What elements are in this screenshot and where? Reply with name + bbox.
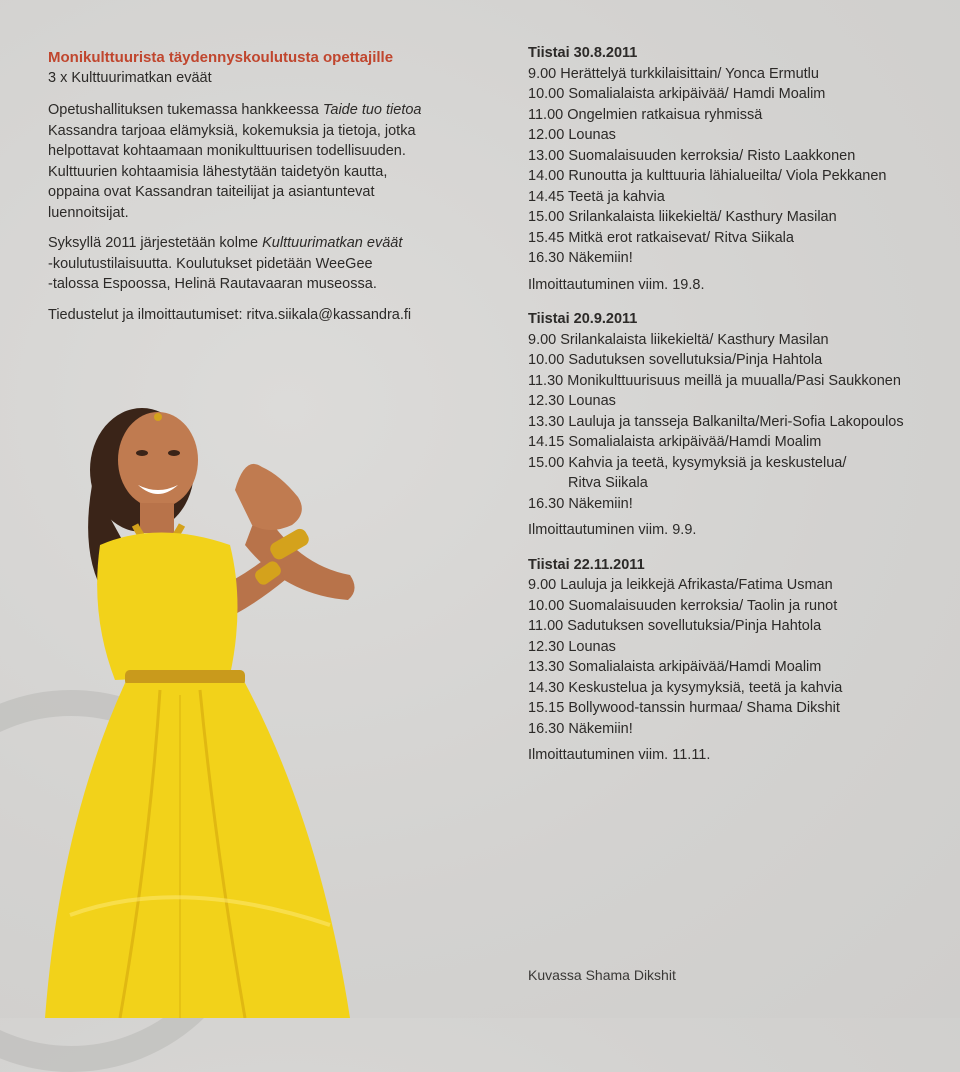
intro-line-5: oppaina ovat Kassandran taiteilijat ja asiantuntevat (48, 184, 375, 200)
day-block-3 (528, 555, 948, 766)
schedule-item: 10.00 Sadutuksen sovellutuksia/Pinja Hahtola (528, 352, 823, 368)
schedule-item: 14.00 Runoutta ja kulttuuria lähialueilta/ Viola Pekkanen (528, 168, 887, 184)
schedule-item: 10.00 Somalialaista arkipäivää/ Hamdi Moalim (528, 86, 826, 102)
schedule-item: 9.00 Lauluja ja leikkejä Afrikasta/Fatima Usman (528, 577, 833, 593)
schedule-item: 11.00 Sadutuksen sovellutuksia/Pinja Hahtola (528, 618, 822, 634)
contact-line: Tiedustelut ja ilmoittautumiset: ritva.siikala@kassandra.fi (48, 306, 412, 323)
dancer-photo (30, 395, 370, 1018)
intro-paragraph (48, 100, 458, 223)
schedule-item: 15.00 Kahvia ja teetä, kysymyksiä ja keskustelua/ (528, 454, 847, 471)
intro-line-1: Opetushallituksen tukemassa hankkeessa Taide tuo tietoa (48, 102, 422, 118)
intro-line-4: Kulttuurien kohtaamisia lähestytään taidetyön kautta, (48, 163, 388, 180)
schedule-item: 15.15 Bollywood-tanssin hurmaa/ Shama Dikshit (528, 700, 840, 716)
schedule-item: 12.00 Lounas (528, 127, 616, 143)
day-title: Tiistai 20.9.2011 (528, 311, 638, 327)
schedule-item: 9.00 Srilankalaista liikekieltä/ Kasthury Masilan (528, 331, 829, 348)
schedule-item: 12.30 Lounas (528, 638, 616, 655)
schedule-item: 13.30 Somalialaista arkipäivää/Hamdi Moalim (528, 659, 822, 675)
intro-column (48, 48, 458, 335)
intro-line-6: luennoitsijat. (48, 204, 129, 221)
schedule-item: 14.45 Teetä ja kahvia (528, 188, 665, 205)
intro-line-2: Kassandra tarjoaa elämyksiä, kokemuksia ja tietoja, jotka (48, 122, 416, 139)
schedule-item: 9.00 Herättelyä turkkilaisittain/ Yonca Ermutlu (528, 65, 819, 82)
schedule-item: 12.30 Lounas (528, 393, 616, 409)
autumn-paragraph: Syksyllä 2011 järjestetään kolme Kulttuurimatkan eväät -koulutustilaisuutta. Koulutukset pidetään WeeGee -talossa Espoossa, Helinä Rautavaaran museossa. (48, 235, 403, 292)
schedule-item: 13.30 Lauluja ja tansseja Balkanilta/Meri-Sofia Lakopoulos (528, 413, 904, 430)
schedule-item-continuation: Ritva Siikala (568, 475, 648, 491)
schedule-item: 14.15 Somalialaista arkipäivää/Hamdi Moalim (528, 434, 822, 450)
registration-deadline: Ilmoittautuminen viim. 9.9. (528, 522, 697, 538)
page-heading: Monikulttuurista täydennyskoulutusta opettajille (48, 49, 394, 66)
schedule-item: 16.30 Näkemiin! (528, 720, 633, 737)
schedule-item: 16.30 Näkemiin! (528, 250, 633, 266)
schedule-item: 11.30 Monikulttuurisuus meillä ja muualla/Pasi Saukkonen (528, 372, 901, 389)
registration-deadline: Ilmoittautuminen viim. 11.11. (528, 747, 711, 763)
page-subheading: 3 x Kulttuurimatkan eväät (48, 70, 212, 86)
schedule-column (528, 43, 948, 780)
schedule-item: 15.45 Mitkä erot ratkaisevat/ Ritva Siikala (528, 229, 794, 246)
schedule-item: 11.00 Ongelmien ratkaisua ryhmissä (528, 106, 763, 123)
day-block-1 (528, 43, 948, 295)
schedule-item: 16.30 Näkemiin! (528, 495, 633, 512)
intro-line-3: helpottavat kohtaamaan monikulttuurisen todellisuuden. (48, 143, 406, 159)
schedule-item: 15.00 Srilankalaista liikekieltä/ Kasthury Masilan (528, 209, 837, 225)
day-title: Tiistai 30.8.2011 (528, 45, 638, 61)
registration-deadline: Ilmoittautuminen viim. 19.8. (528, 276, 705, 293)
schedule-item: 13.00 Suomalaisuuden kerroksia/ Risto Laakkonen (528, 147, 856, 164)
schedule-item: 10.00 Suomalaisuuden kerroksia/ Taolin ja runot (528, 597, 838, 614)
schedule-item: 14.30 Keskustelua ja kysymyksiä, teetä ja kahvia (528, 679, 843, 696)
day-block-2 (528, 309, 948, 541)
photo-caption: Kuvassa Shama Dikshit (528, 967, 676, 983)
day-title: Tiistai 22.11.2011 (528, 556, 645, 573)
